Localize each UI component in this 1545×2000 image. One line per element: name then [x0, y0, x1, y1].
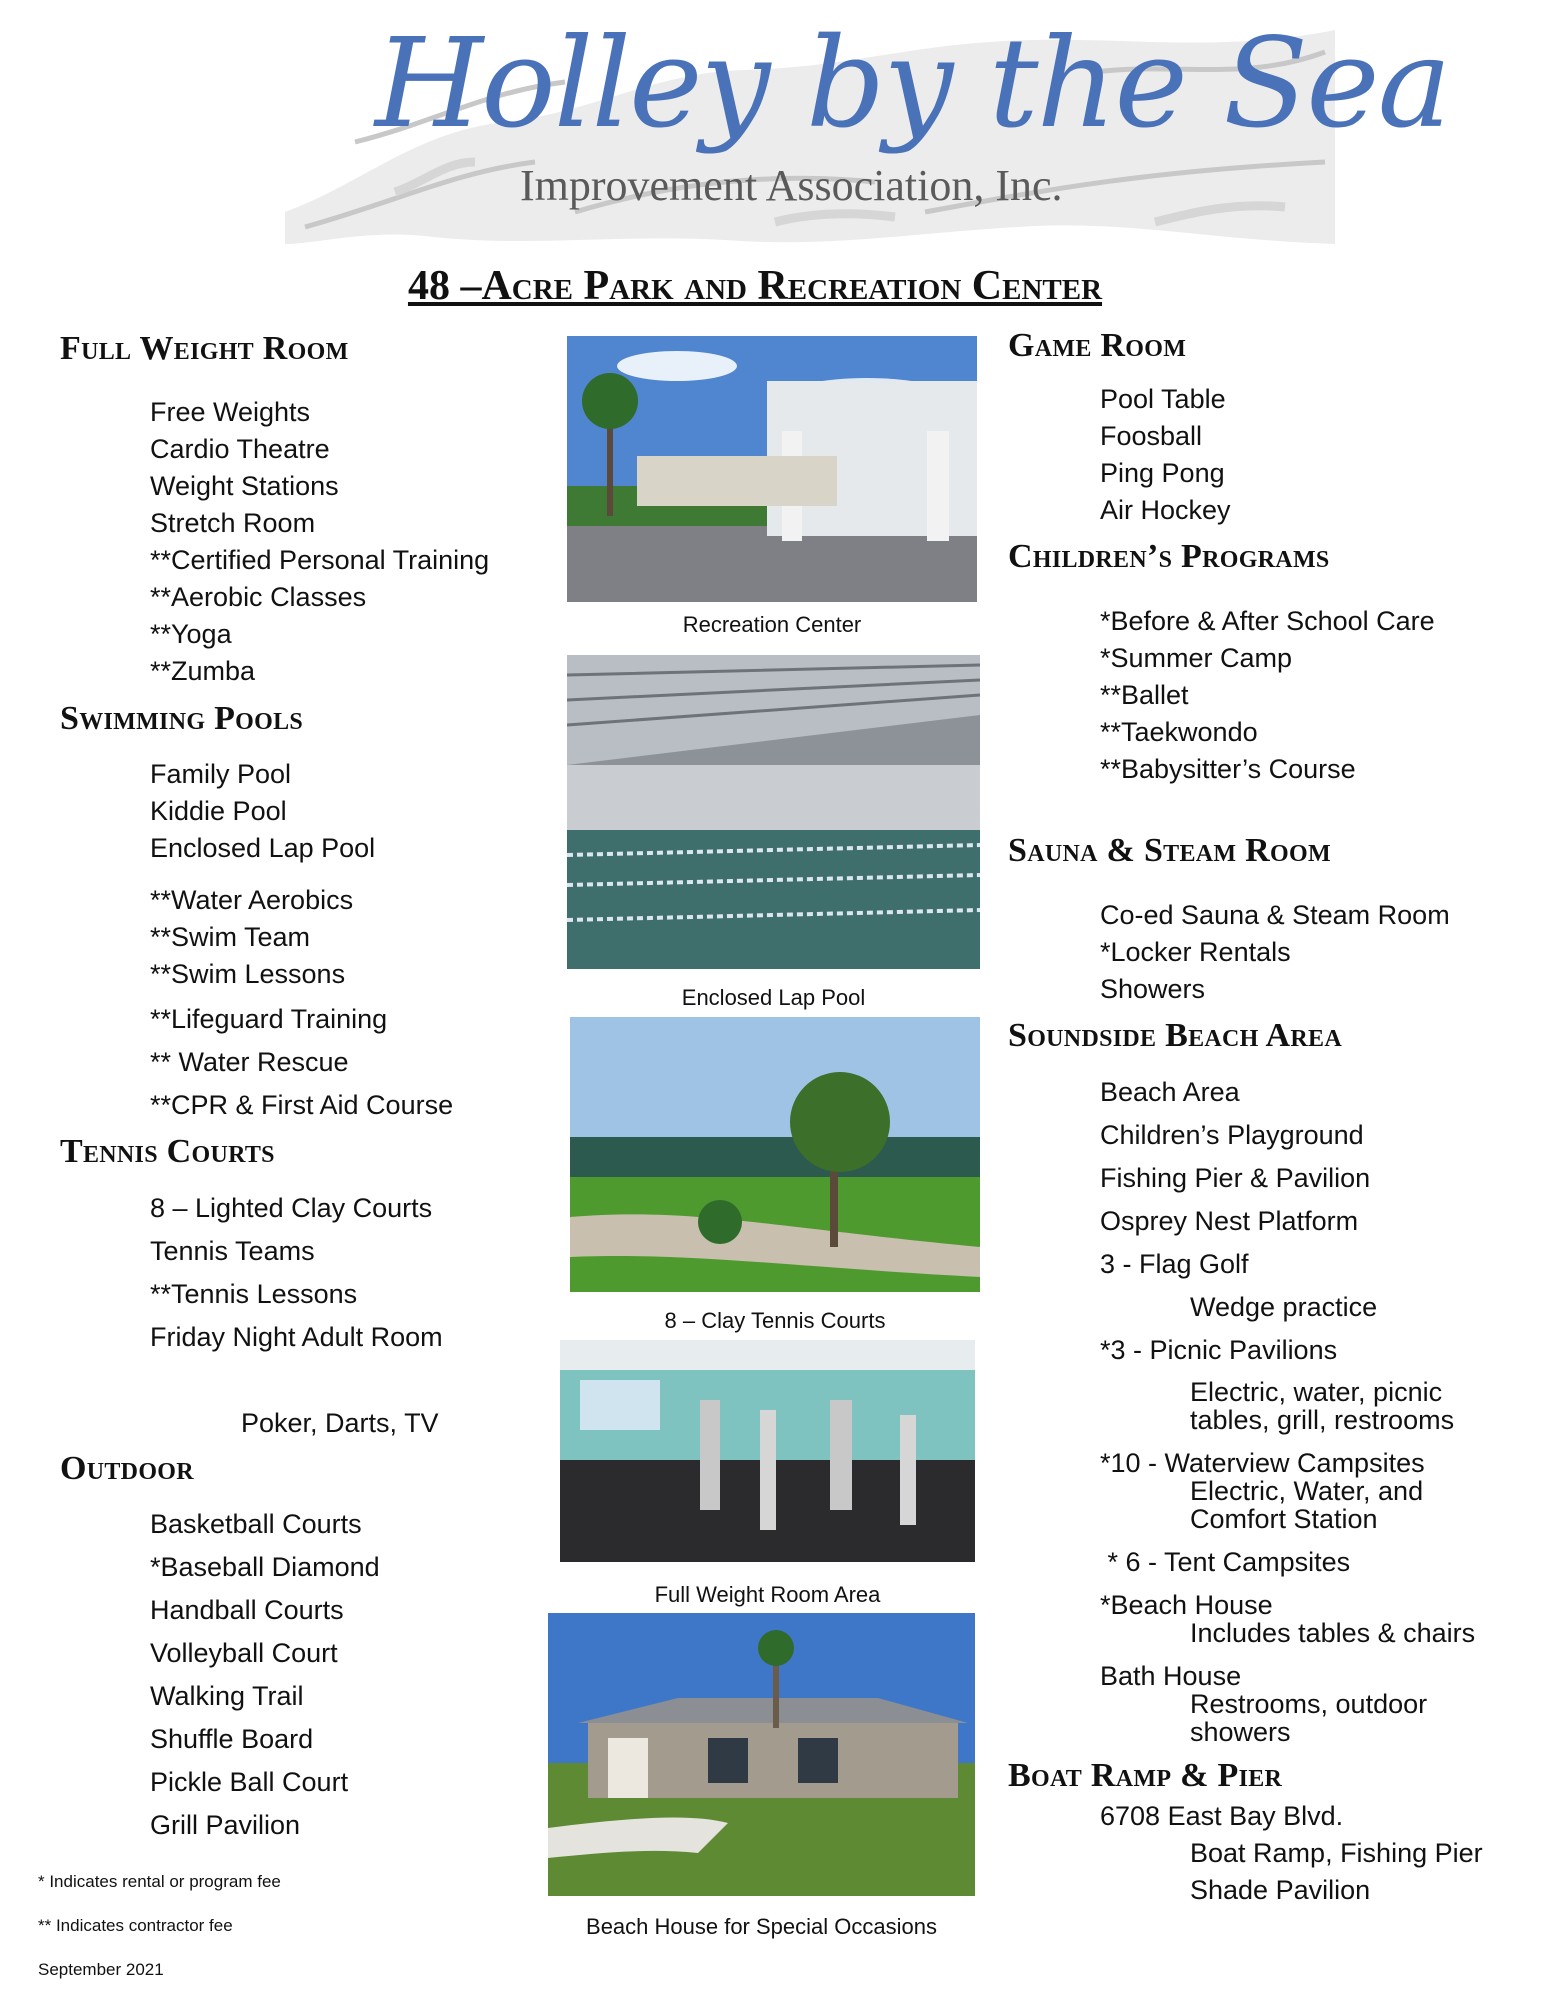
weight-room-photo: [560, 1340, 975, 1562]
list-item: **Lifeguard Training: [150, 1004, 388, 1034]
list-item: Volleyball Court: [150, 1638, 338, 1668]
list-item: Co-ed Sauna & Steam Room: [1100, 900, 1450, 930]
list-item: Weight Stations: [150, 471, 339, 501]
list-item: Electric, Water, and: [1190, 1476, 1424, 1506]
section-heading-sauna: Sauna & Steam Room: [1008, 832, 1331, 869]
section-heading-pools: Swimming Pools: [60, 700, 304, 737]
list-item: Ping Pong: [1100, 458, 1225, 488]
list-item: *Locker Rentals: [1100, 937, 1291, 967]
section-heading-tennis: Tennis Courts: [60, 1133, 275, 1170]
list-item: **Yoga: [150, 619, 232, 649]
list-item: Pickle Ball Court: [150, 1767, 349, 1797]
list-item: Comfort Station: [1190, 1504, 1378, 1534]
list-item: Children’s Playground: [1100, 1120, 1364, 1150]
list-item: *Baseball Diamond: [150, 1552, 380, 1582]
photo-caption: Full Weight Room Area: [654, 1582, 881, 1607]
list-item: 6708 East Bay Blvd.: [1100, 1801, 1344, 1831]
list-item: ** Water Rescue: [150, 1047, 349, 1077]
list-item: Tennis Teams: [150, 1236, 315, 1266]
footnote-contractor-fee: ** Indicates contractor fee: [38, 1916, 233, 1935]
list-item: *Beach House: [1100, 1590, 1273, 1620]
list-item: Restrooms, outdoor: [1190, 1689, 1428, 1719]
list-item: Bath House: [1100, 1661, 1242, 1691]
list-item: **Swim Lessons: [150, 959, 346, 989]
list-item: *10 - Waterview Campsites: [1100, 1448, 1425, 1478]
list-item: *Summer Camp: [1100, 643, 1293, 673]
list-item: **Swim Team: [150, 922, 311, 952]
list-item: **CPR & First Aid Course: [150, 1090, 454, 1120]
list-item: Family Pool: [150, 759, 292, 789]
list-item: Handball Courts: [150, 1595, 344, 1625]
section-heading-children: Children’s Programs: [1008, 538, 1330, 575]
list-item: **Ballet: [1100, 680, 1189, 710]
list-item: Enclosed Lap Pool: [150, 833, 376, 863]
list-item: Includes tables & chairs: [1190, 1618, 1476, 1648]
enclosed-lap-pool-photo: [567, 655, 980, 969]
list-item: **Babysitter’s Course: [1100, 754, 1356, 784]
list-item: Wedge practice: [1190, 1292, 1378, 1322]
logo-script-text: Holley by the Sea: [375, 12, 1450, 156]
footnote-rental-fee: * Indicates rental or program fee: [38, 1872, 281, 1891]
list-item: * 6 - Tent Campsites: [1100, 1547, 1351, 1577]
recreation-center-photo: [567, 336, 977, 602]
list-item: Electric, water, picnic: [1190, 1377, 1443, 1407]
list-item: Free Weights: [150, 397, 311, 427]
list-item: Walking Trail: [150, 1681, 304, 1711]
section-heading-game-room: Game Room: [1008, 327, 1187, 364]
list-item: Poker, Darts, TV: [241, 1408, 439, 1438]
list-item: Stretch Room: [150, 508, 316, 538]
list-item: *Before & After School Care: [1100, 606, 1435, 636]
list-item: Shuffle Board: [150, 1724, 314, 1754]
photo-caption: Enclosed Lap Pool: [681, 985, 866, 1010]
list-item: **Water Aerobics: [150, 885, 354, 915]
list-item: **Aerobic Classes: [150, 582, 367, 612]
list-item: **Zumba: [150, 656, 256, 686]
list-item: showers: [1190, 1717, 1291, 1747]
list-item: Shade Pavilion: [1190, 1875, 1371, 1905]
list-item: Cardio Theatre: [150, 434, 330, 464]
photo-caption: Beach House for Special Occasions: [586, 1914, 937, 1939]
section-heading-weight-room: Full Weight Room: [60, 330, 349, 367]
list-item: Foosball: [1100, 421, 1203, 451]
photo-caption: 8 – Clay Tennis Courts: [664, 1308, 886, 1333]
list-item: Kiddie Pool: [150, 796, 287, 826]
list-item: Basketball Courts: [150, 1509, 362, 1539]
tennis-courts-photo: [570, 1017, 980, 1292]
section-heading-beach: Soundside Beach Area: [1008, 1017, 1342, 1054]
logo: [275, 12, 1450, 252]
list-item: **Certified Personal Training: [150, 545, 490, 575]
list-item: Osprey Nest Platform: [1100, 1206, 1359, 1236]
logo-subtitle: Improvement Association, Inc.: [520, 161, 1063, 210]
list-item: Beach Area: [1100, 1077, 1240, 1107]
photo-caption: Recreation Center: [682, 612, 862, 637]
list-item: *3 - Picnic Pavilions: [1100, 1335, 1338, 1365]
list-item: **Taekwondo: [1100, 717, 1258, 747]
list-item: Pool Table: [1100, 384, 1226, 414]
section-heading-outdoor: Outdoor: [60, 1450, 194, 1487]
list-item: Fishing Pier & Pavilion: [1100, 1163, 1371, 1193]
list-item: 3 - Flag Golf: [1100, 1249, 1249, 1279]
list-item: Boat Ramp, Fishing Pier: [1190, 1838, 1483, 1868]
list-item: Showers: [1100, 974, 1206, 1004]
footnote-date: September 2021: [38, 1960, 164, 1979]
list-item: Grill Pavilion: [150, 1810, 301, 1840]
list-item: 8 – Lighted Clay Courts: [150, 1193, 433, 1223]
beach-house-photo: [548, 1613, 975, 1896]
list-item: Air Hockey: [1100, 495, 1231, 525]
page-title: 48 –Acre Park and Recreation Center: [407, 263, 1103, 309]
list-item: tables, grill, restrooms: [1190, 1405, 1455, 1435]
list-item: Friday Night Adult Room: [150, 1322, 443, 1352]
section-heading-boat: Boat Ramp & Pier: [1008, 1757, 1283, 1794]
list-item: **Tennis Lessons: [150, 1279, 358, 1309]
